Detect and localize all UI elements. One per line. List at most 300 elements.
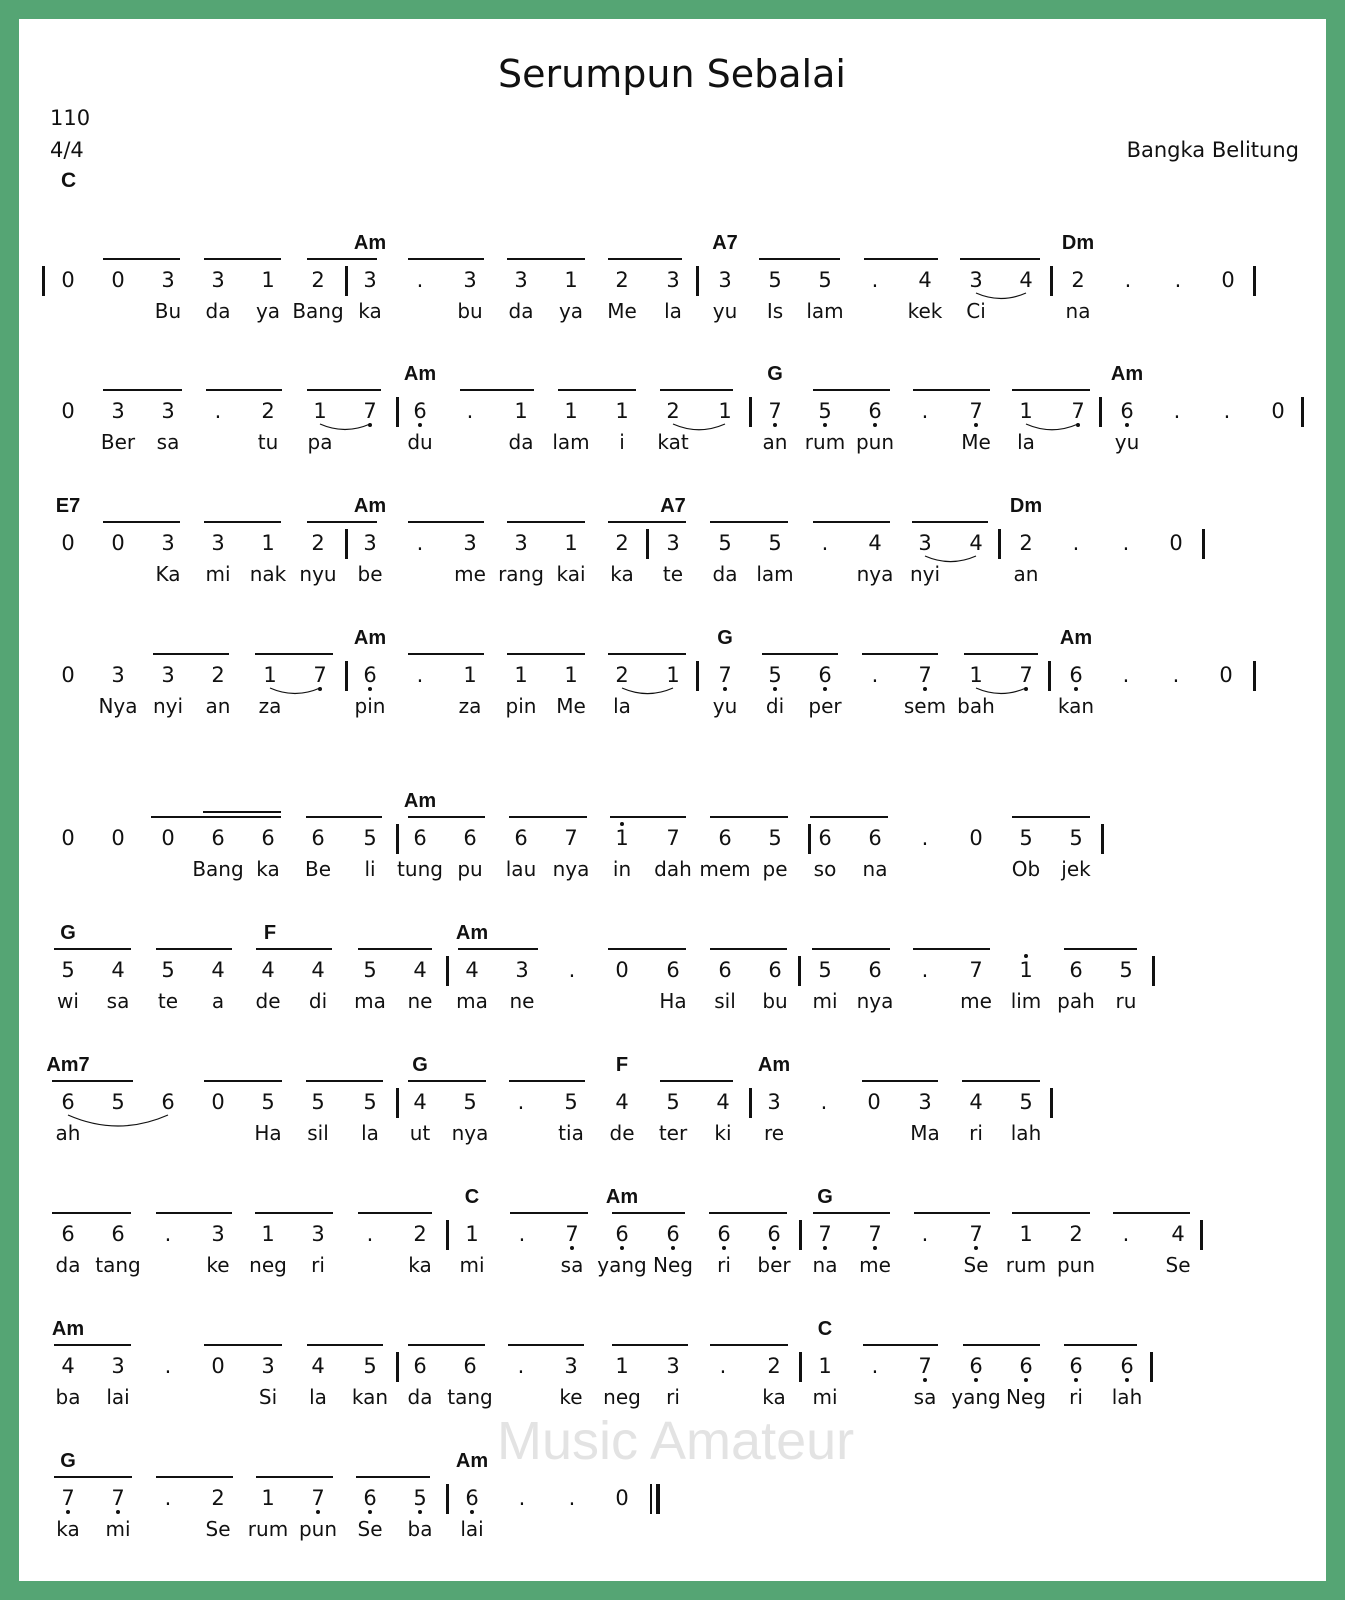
note-number: 4 [311,1354,325,1378]
note-number: 1 [514,399,528,423]
note-number: 3 [767,1090,781,1114]
note-number: 6 [514,826,528,850]
chord-symbol: Dm [1009,495,1043,517]
chord-symbol: Am [757,1054,791,1076]
lyric-syllable: Se [357,1517,383,1541]
note-number: 7 [311,1486,325,1510]
lyric-syllable: Me [556,694,586,718]
lyric-syllable: jek [1061,857,1091,881]
lyric-syllable: pah [1057,989,1095,1013]
note-number: 7 [61,1486,75,1510]
note-number: 5 [768,531,782,555]
note-number: 4 [465,958,479,982]
note-number: 2 [615,663,629,687]
note-number: 6 [666,958,680,982]
note-number: 7 [969,958,983,982]
note-number: 4 [261,958,275,982]
note-number: 1 [261,1486,275,1510]
note-extension-dot: . [568,1486,576,1510]
note-number: 6 [1019,1354,1033,1378]
note-extension-dot: . [416,268,424,292]
note-number: 5 [818,958,832,982]
note-extension-dot: . [1174,268,1182,292]
chord-symbol: Dm [1061,232,1095,254]
slur-tie [320,424,370,430]
lyric-syllable: da [508,299,534,323]
lyric-syllable: nya [856,989,894,1013]
lyric-syllable: da [55,1253,81,1277]
note-number: 2 [211,663,225,687]
note-extension-dot: . [416,531,424,555]
song-title: Serumpun Sebalai [498,52,846,96]
note-number: 4 [413,1090,427,1114]
note-number: 5 [111,1090,125,1114]
note-number: 2 [311,531,325,555]
note-number: 5 [463,1090,477,1114]
lyric-syllable: rum [247,1517,289,1541]
note-number: 7 [1071,399,1085,423]
note-number: 4 [868,531,882,555]
note-number: 6 [768,958,782,982]
note-number: 0 [211,1090,225,1114]
note-extension-dot: . [1172,663,1180,687]
note-number: 6 [413,826,427,850]
lyric-syllable: nya [451,1121,489,1145]
note-number: 6 [1069,1354,1083,1378]
note-number: 1 [564,663,578,687]
lyric-syllable: ma [456,989,488,1013]
note-number: 3 [211,1222,225,1246]
lyric-syllable: ka [256,857,280,881]
note-number: 6 [465,1486,479,1510]
lyric-syllable: pun [298,1517,338,1541]
lyric-syllable: mem [699,857,751,881]
note-number: 3 [161,531,175,555]
note-extension-dot: . [921,826,929,850]
lyric-syllable: i [619,430,625,454]
note-number: 1 [261,1222,275,1246]
note-number: 1 [615,399,629,423]
note-number: 7 [111,1486,125,1510]
note-number: 1 [1019,1222,1033,1246]
note-extension-dot: . [871,1354,879,1378]
note-number: 5 [1019,1090,1033,1114]
note-number: 0 [1221,268,1235,292]
lyric-syllable: Se [205,1517,231,1541]
note-number: 0 [111,268,125,292]
lyric-syllable: ke [559,1385,583,1409]
note-number: 0 [111,826,125,850]
note-number: 3 [918,1090,932,1114]
note-number: 5 [768,663,782,687]
note-number: 7 [969,399,983,423]
note-number: 6 [463,1354,477,1378]
lyric-syllable: tang [95,1253,141,1277]
note-number: 1 [969,663,983,687]
lyric-syllable: Ka [155,562,181,586]
chord-symbol: E7 [55,495,81,517]
lyric-syllable: ka [408,1253,432,1277]
lyric-syllable: sil [307,1121,329,1145]
lyric-syllable: Bang [192,857,244,881]
slur-tie [1026,424,1078,430]
note-number: 5 [363,826,377,850]
lyric-syllable: ne [407,989,433,1013]
note-number: 1 [666,663,680,687]
lyric-syllable: la [664,299,682,323]
lyric-syllable: ka [610,562,634,586]
lyric-syllable: de [255,989,281,1013]
note-number: 0 [161,826,175,850]
lyric-syllable: bah [957,694,995,718]
chord-symbol: F [263,922,277,944]
note-extension-dot: . [921,399,929,423]
note-number: 3 [363,531,377,555]
lyric-syllable: kat [657,430,689,454]
chord-symbol: Am [353,627,387,649]
lyric-syllable: mi [105,1517,131,1541]
chord-symbol: A7 [712,232,738,254]
note-number: 1 [615,826,629,850]
note-number: 2 [1069,1222,1083,1246]
note-number: 6 [818,826,832,850]
time-signature: 4/4 [50,138,84,162]
note-number: 1 [818,1354,832,1378]
note-number: 1 [313,399,327,423]
lyric-syllable: yang [951,1385,1001,1409]
lyric-syllable: Ber [100,430,136,454]
lyric-syllable: la [613,694,631,718]
lyric-syllable: Ha [254,1121,282,1145]
note-number: 1 [1019,399,1033,423]
note-number: 3 [111,663,125,687]
lyric-syllable: za [258,694,282,718]
lyric-syllable: lai [106,1385,130,1409]
note-number: 3 [111,399,125,423]
note-number: 7 [363,399,377,423]
note-number: 4 [716,1090,730,1114]
note-number: 6 [161,1090,175,1114]
note-number: 3 [463,268,477,292]
note-extension-dot: . [164,1486,172,1510]
note-number: 3 [969,268,983,292]
note-number: 2 [311,268,325,292]
chord-symbol: G [412,1054,428,1076]
lyric-syllable: Si [258,1385,278,1409]
note-extension-dot: . [1122,531,1130,555]
lyric-syllable: me [960,989,992,1013]
lyric-syllable: nya [856,562,894,586]
lyric-syllable: pun [855,430,895,454]
note-number: 3 [211,268,225,292]
note-number: 0 [969,826,983,850]
lyric-syllable: mi [812,989,838,1013]
lyric-syllable: Neg [1006,1385,1046,1409]
lyric-syllable: da [712,562,738,586]
note-number: 0 [1219,663,1233,687]
lyric-syllable: sa [560,1253,584,1277]
note-number: 6 [413,399,427,423]
lyric-syllable: kek [907,299,943,323]
note-number: 0 [211,1354,225,1378]
note-number: 7 [718,663,732,687]
note-number: 7 [969,1222,983,1246]
lyric-syllable: ne [509,989,535,1013]
lyric-syllable: ri [717,1253,731,1277]
note-number: 6 [717,1222,731,1246]
note-extension-dot: . [517,1090,525,1114]
chord-symbol: Am [51,1318,85,1340]
lyric-syllable: neg [249,1253,287,1277]
note-number: 6 [61,1090,75,1114]
note-number: 6 [311,826,325,850]
note-extension-dot: . [719,1354,727,1378]
note-number: 3 [161,663,175,687]
slur-tie [270,688,320,694]
lyric-syllable: an [1013,562,1039,586]
lyric-syllable: me [454,562,486,586]
note-number: 3 [463,531,477,555]
note-number: 6 [61,1222,75,1246]
lyric-syllable: Bang [292,299,344,323]
note-number: 6 [969,1354,983,1378]
note-number: 1 [1019,958,1033,982]
note-number: 6 [615,1222,629,1246]
chord-symbol: Am7 [46,1054,90,1076]
note-number: 6 [111,1222,125,1246]
key-signature: C [61,169,77,192]
lyric-syllable: lah [1111,1385,1143,1409]
lyric-syllable: pin [354,694,386,718]
note-extension-dot: . [1122,663,1130,687]
lyric-syllable: me [859,1253,891,1277]
note-number: 5 [61,958,75,982]
lyric-syllable: di [765,694,785,718]
note-extension-dot: . [1072,531,1080,555]
note-number: 6 [1069,663,1083,687]
lyric-syllable: wi [57,989,79,1013]
note-number: 3 [161,268,175,292]
note-extension-dot: . [366,1222,374,1246]
lyric-syllable: de [609,1121,635,1145]
note-number: 1 [564,531,578,555]
chord-symbol: Am [353,232,387,254]
note-number: 6 [818,663,832,687]
lyric-syllable: Ob [1011,857,1041,881]
lyric-syllable: ri [1069,1385,1083,1409]
note-extension-dot: . [517,1354,525,1378]
lyric-syllable: ah [55,1121,81,1145]
lyric-syllable: lah [1010,1121,1042,1145]
note-number: 5 [768,826,782,850]
note-number: 1 [263,663,277,687]
note-number: 2 [615,268,629,292]
note-extension-dot: . [518,1486,526,1510]
lyric-syllable: ri [311,1253,325,1277]
note-number: 6 [261,826,275,850]
note-number: 5 [413,1486,427,1510]
note-number: 7 [1019,663,1033,687]
note-number: 1 [564,268,578,292]
note-number: 4 [969,531,983,555]
lyric-syllable: pa [307,430,333,454]
note-number: 5 [768,268,782,292]
note-extension-dot: . [1122,1222,1130,1246]
tempo: 110 [50,106,91,130]
note-number: 3 [718,268,732,292]
chord-symbol: Am [403,790,437,812]
note-extension-dot: . [164,1354,172,1378]
lyric-syllable: Me [607,299,637,323]
note-number: 6 [1069,958,1083,982]
lyric-syllable: na [1065,299,1091,323]
note-number: 0 [61,268,75,292]
lyric-syllable: lam [552,430,590,454]
lyric-syllable: lai [460,1517,484,1541]
note-extension-dot: . [568,958,576,982]
lyric-syllable: la [309,1385,327,1409]
note-number: 3 [564,1354,578,1378]
lyric-syllable: nyi [152,694,184,718]
note-number: 7 [918,1354,932,1378]
chord-symbol: G [60,922,76,944]
note-number: 3 [918,531,932,555]
lyric-syllable: rum [1005,1253,1047,1277]
lyric-syllable: du [407,430,433,454]
note-number: 7 [313,663,327,687]
lyric-syllable: rum [804,430,846,454]
lyric-syllable: ke [206,1253,230,1277]
note-number: 5 [718,531,732,555]
lyric-syllable: la [1017,430,1035,454]
note-extension-dot: . [821,531,829,555]
lyric-syllable: Is [766,299,784,323]
lyric-syllable: na [812,1253,838,1277]
chord-symbol: C [464,1186,480,1208]
note-number: 4 [615,1090,629,1114]
lyric-syllable: Ha [659,989,687,1013]
note-number: 4 [311,958,325,982]
note-number: 6 [463,826,477,850]
lyric-syllable: Me [961,430,991,454]
note-number: 5 [363,958,377,982]
lyric-syllable: in [612,857,632,881]
note-number: 4 [918,268,932,292]
lyric-syllable: sem [903,694,947,718]
lyric-syllable: lam [756,562,794,586]
note-number: 1 [261,531,275,555]
note-number: 7 [564,826,578,850]
chord-symbol: G [60,1450,76,1472]
note-number: 6 [718,826,732,850]
note-number: 5 [666,1090,680,1114]
note-number: 5 [161,958,175,982]
lyric-syllable: yu [1114,430,1140,454]
lyric-syllable: mi [812,1385,838,1409]
chord-symbol: G [817,1186,833,1208]
lyric-syllable: kan [351,1385,389,1409]
note-number: 6 [211,826,225,850]
note-number: 2 [211,1486,225,1510]
lyric-syllable: Ma [910,1121,940,1145]
note-extension-dot: . [1223,399,1231,423]
note-number: 3 [211,531,225,555]
lyric-syllable: te [157,989,179,1013]
note-number: 0 [61,663,75,687]
lyric-syllable: ki [714,1121,732,1145]
slur-tie [673,424,725,430]
note-number: 5 [1069,826,1083,850]
lyric-syllable: yu [712,694,738,718]
note-number: 6 [718,958,732,982]
lyric-syllable: Nya [98,694,138,718]
note-number: 6 [868,958,882,982]
note-number: 4 [969,1090,983,1114]
note-number: 2 [261,399,275,423]
lyric-syllable: Be [304,857,332,881]
lyric-syllable: pun [1056,1253,1096,1277]
slur-tie [925,556,976,562]
note-number: 0 [61,399,75,423]
chord-symbol: Am [1059,627,1093,649]
note-number: 2 [767,1354,781,1378]
note-number: 6 [767,1222,781,1246]
lyric-syllable: nyi [909,562,941,586]
note-extension-dot: . [820,1090,828,1114]
note-number: 7 [818,1222,832,1246]
lyric-syllable: Neg [653,1253,693,1277]
note-number: 3 [514,268,528,292]
note-number: 6 [666,1222,680,1246]
lyric-syllable: per [808,694,842,718]
lyric-syllable: dah [654,857,692,881]
lyric-syllable: Se [963,1253,989,1277]
note-number: 1 [465,1222,479,1246]
note-number: 3 [311,1222,325,1246]
note-number: 5 [1119,958,1133,982]
note-number: 7 [666,826,680,850]
lyric-syllable: ka [762,1385,786,1409]
lyric-syllable: la [361,1121,379,1145]
lyric-syllable: te [662,562,684,586]
note-number: 4 [61,1354,75,1378]
lyric-syllable: tia [558,1121,584,1145]
note-number: 1 [261,268,275,292]
note-number: 0 [615,958,629,982]
lyric-syllable: Bu [154,299,182,323]
chord-symbol: A7 [660,495,686,517]
lyric-syllable: za [458,694,482,718]
note-number: 0 [111,531,125,555]
note-number: 4 [111,958,125,982]
lyric-syllable: sil [714,989,736,1013]
lyric-syllable: mi [205,562,231,586]
note-number: 4 [1171,1222,1185,1246]
chord-symbol: Am [1110,363,1144,385]
lyric-syllable: Se [1165,1253,1191,1277]
lyric-syllable: an [762,430,788,454]
lyric-syllable: nyu [299,562,337,586]
lyric-syllable: ri [969,1121,983,1145]
lyric-syllable: rang [498,562,544,586]
note-number: 2 [1019,531,1033,555]
lyric-syllable: ri [666,1385,680,1409]
note-number: 4 [1019,268,1033,292]
lyric-syllable: a [211,989,225,1013]
lyric-syllable: tu [257,430,279,454]
note-number: 5 [564,1090,578,1114]
lyric-syllable: lam [806,299,844,323]
